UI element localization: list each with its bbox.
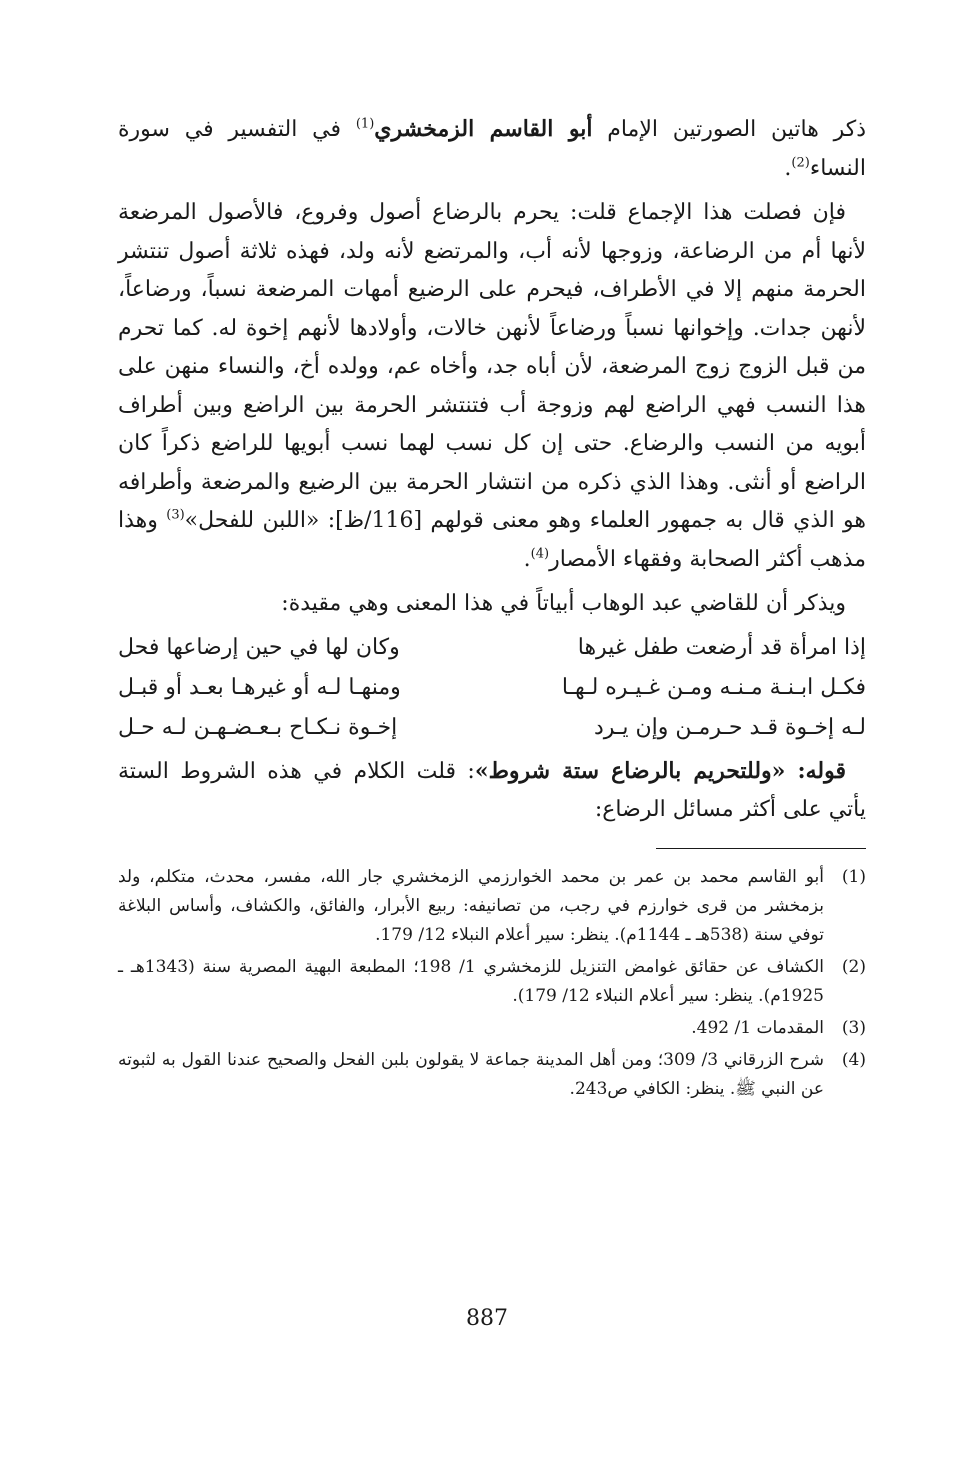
footnote-text: المقدمات 1/ 492. [691,1017,824,1038]
poem-verse [118,628,866,668]
footnote-ref-2: (2) [791,155,810,171]
footnote-number: (4) [841,1049,866,1070]
footnote-text: أبو القاسم محمد بن عمر بن محمد الخوارزمي الزمخشري جار الله، مفسر، محدث، متكلم، ولد بزمخشر من قرى خوارزم في رجب، من تصانيفه: ربيع الأبرار، والفائق، والكشاف، وأساس البلاغة توفي سنة (538هـ ـ 1144م). ينظر: سير أعلام النبلاء 12/ 179. [118,866,824,945]
paragraph-3: ويذكر أن للقاضي عبد الوهاب أبياتاً في هذا المعنى وهي مقيدة: [281,591,846,616]
verse-first-hemistich: إذا امرأة قد أرضعت طفل غيرها [577,634,866,660]
paragraph-2-tail: وهذا مذهب أكثر الصحابة وفقهاء الأمصار [118,508,866,572]
footnote-ref-1: (1) [355,116,375,132]
footnotes [118,863,866,1104]
footnote [118,1014,866,1043]
paragraph-4-text: : قلت الكلام في هذه الشروط الستة يأتي على أكثر مسائل الرضاع: [118,758,866,822]
footnote-text: شرح الزرقاني 3/ 309؛ ومن أهل المدينة جماعة لا يقولون بلبن الفحل والصحيح عندنا القول به لثبوته عن النبي ﷺ. ينظر: الكافي ص243. [118,1049,824,1099]
footnote-ref-4: (4) [530,546,550,562]
footnote [118,1046,866,1104]
footnote-number: (2) [841,956,866,977]
paragraph-1-end: . [784,155,792,181]
footnote [118,953,866,1011]
page-number: 887 [466,1306,508,1331]
verse-first-hemistich: فكـل ابـنـة مـنـه ومـن غـيـره لـهـا [561,674,866,700]
footnote-ref-3: (3) [166,507,185,523]
footnote-text: الكشاف عن حقائق غوامض التنزيل للزمخشري 1/ 198؛ المطبعة البهية المصرية سنة (1343هـ ـ 1925م). ينظر: سير أعلام النبلاء 12/ 179). [118,956,824,1006]
poem-verse [118,708,866,748]
paragraph-2-end: . [523,546,531,572]
quoted-heading: قوله: «وللتحريم بالرضاع ستة شروط» [474,757,846,784]
footnote-separator [656,848,866,849]
paragraph-1-text-cont: في التفسير في سورة النساء [118,117,866,181]
footnote [118,863,866,950]
footnote-number: (1) [841,866,866,887]
footnote-number: (3) [841,1017,866,1038]
paragraph-1 [118,110,866,188]
verse-second-hemistich: وكان لها في حين إرضاعها فحل [118,634,400,660]
poem-verse [118,668,866,708]
verse-second-hemistich: إخـوة نـكـاح بـعـضـهـن لـه حـل [118,714,398,740]
paragraph-1-text: ذكر هاتين الصورتين الإمام [592,117,866,142]
verse-second-hemistich: ومنهـا لـه أو غيرهـا بعـد أو قبـل [118,674,401,700]
paragraph-2-text: فإن فصلت هذا الإجماع قلت: يحرم بالرضاع أصول وفروع، فالأصول المرضعة لأنها أم من الرضاعة، وزوجها لأنه أب، والمرتضع لأنه ولد، فهذه ثلاثة أصول تنتشر الحرمة منهم إلا في الأطراف، فيحرم على الرضيع أمهات المرضعة نسباً، ورضاعاً، لأنهن جدات. وإخوانها نسباً ورضاعاً لأنهن خالات، وأولادها لأنهم إخوة له. كما تحرم من قبل الزوج زوج المرضعة، لأن أباه جد، وأخاه عم، وولده أخ، والنساء منهن على هذا النسب فهي الراضع لهم وزوجة أب فتنتشر الحرمة بين الراضع وبين أطراف أبويه من النسب والرضاع. حتى إن كل نسب لهما نسب أبويها للراضع ذكراً كان الراضع أو أنثى. وهذا الذي ذكره من انتشار الحرمة بين الرضيع والمرضعة وأطرافه هو الذي قال به جمهور العلماء وهو معنى قولهم [116/ظ]: «اللبن للفحل» [118,200,867,533]
poem [118,628,866,748]
verse-first-hemistich: لـه إخـوة قـد حـرمـن وإن يـرد [593,714,866,740]
paragraph-4 [118,752,866,830]
paragraph-2 [118,194,866,579]
page-content [118,110,866,1107]
author-name: أبو القاسم الزمخشري [374,116,593,142]
